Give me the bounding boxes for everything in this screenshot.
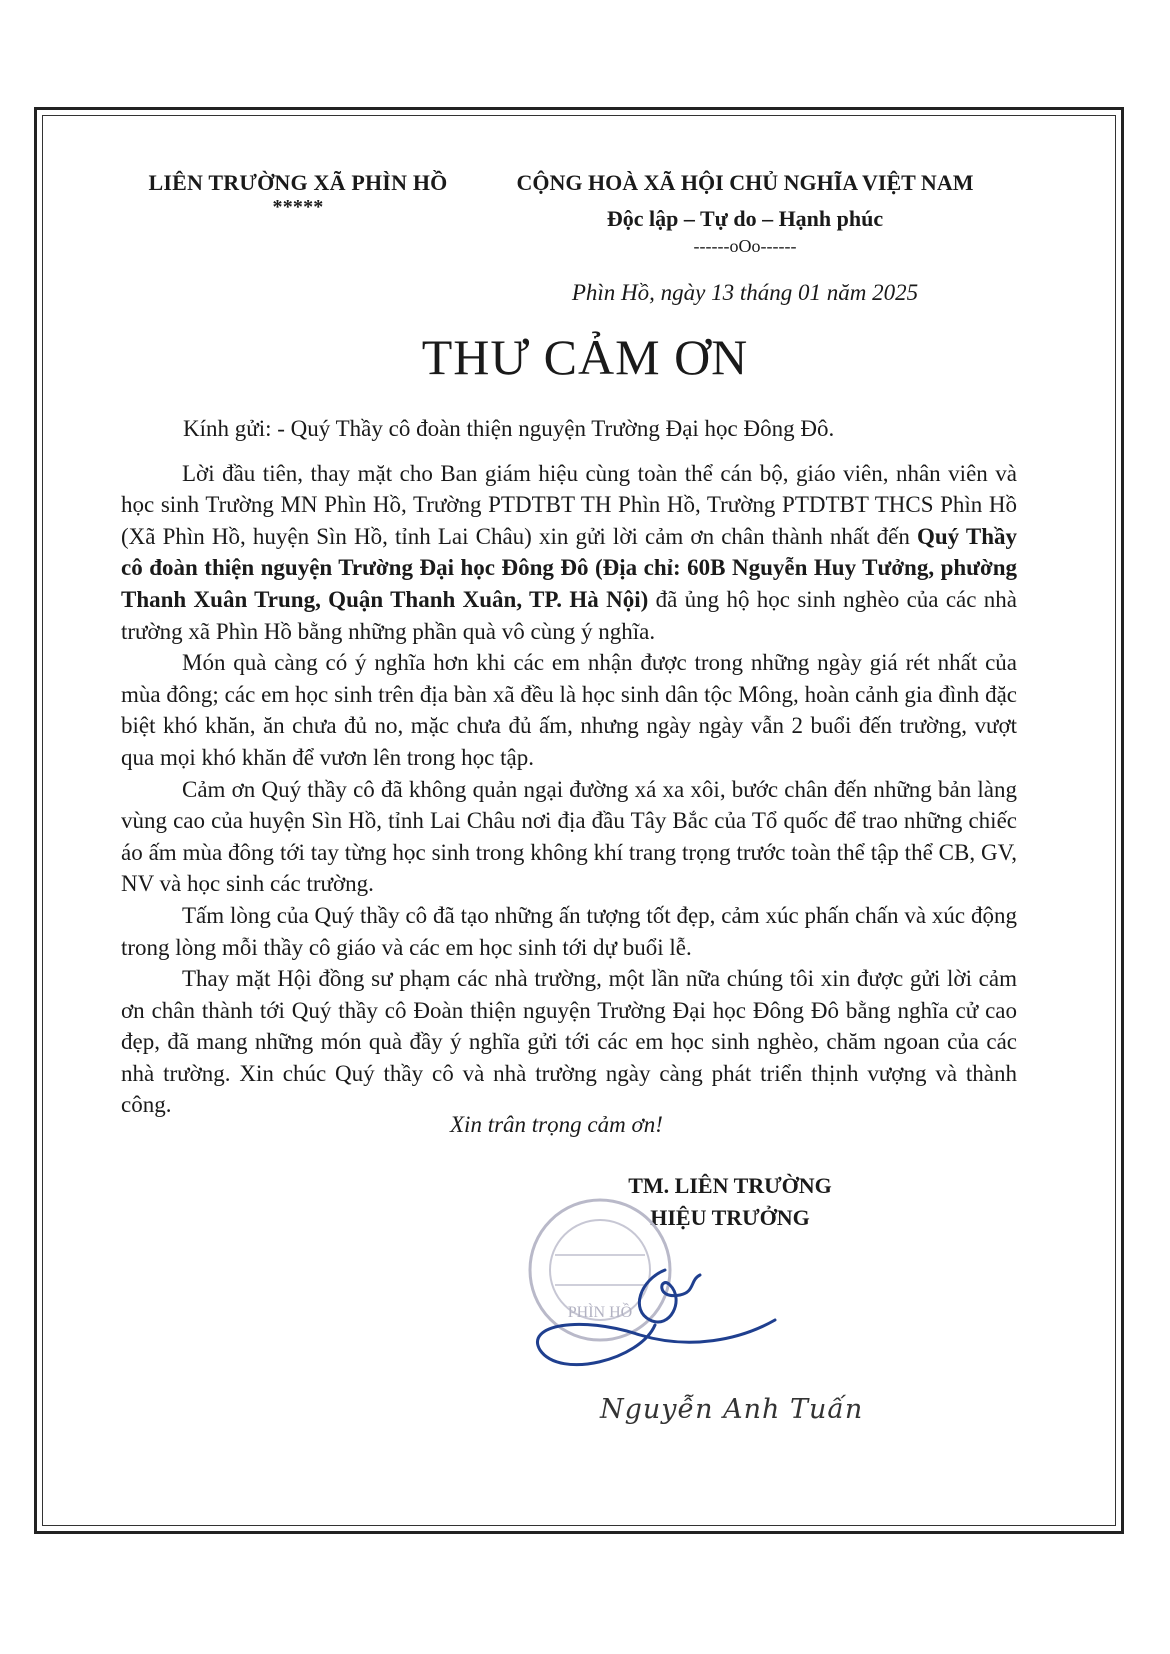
closing-line: Xin trân trọng cảm ơn!: [450, 1112, 663, 1137]
paragraph-1-outro: đã ủng hộ học sinh nghèo của các nhà trường xã Phìn Hồ bằng những phần quà vô cùng ý nghĩa.: [121, 586, 1018, 644]
paragraph-1: [121, 458, 1017, 648]
letter-title: THƯ CẢM ƠN: [421, 329, 749, 385]
paragraph-4: Tấm lòng của Quý thầy cô đã tạo những ấn tượng tốt đẹp, cảm xúc phấn chấn và xúc động trong lòng mỗi thầy cô giáo và các em học sinh tới dự buổi lễ.: [121, 902, 1017, 960]
issuer-name: LIÊN TRƯỜNG XÃ PHÌN HỒ: [148, 170, 448, 195]
national-motto: Độc lập – Tự do – Hạnh phúc: [606, 206, 884, 231]
national-header: [500, 170, 990, 257]
paragraph-2: Món quà càng có ý nghĩa hơn khi các em nhận được trong những ngày giá rét nhất của mùa đông; các em học sinh trên địa bàn xã đều là học sinh dân tộc Mông, hoàn cảnh gia đình đặc biệt khó khăn, ăn chưa đủ no, mặc chưa đủ ấm, nhưng ngày ngày vẫn 2 buổi đến trường, vượt qua mọi khó khăn để vươn lên trong học tập.: [121, 650, 1017, 770]
stamp-text: PHÌN HỒ: [567, 1304, 633, 1321]
signer-name: Nguyễn Anh Tuấn: [600, 1394, 864, 1425]
greeting: Kính gửi: - Quý Thầy cô đoàn thiện nguyện Trường Đại học Đông Đô.: [183, 416, 835, 441]
signature-title-line1: TM. LIÊN TRƯỜNG: [628, 1173, 832, 1198]
issuer-stars: *****: [272, 196, 324, 218]
paragraph-5: Thay mặt Hội đồng sư phạm các nhà trường, một lần nữa chúng tôi xin được gửi lời cảm ơn chân thành tới Quý thầy cô Đoàn thiện nguyện Trường Đại học Đông Đô bằng nghĩa cử cao đẹp, đã mang những món quà đầy ý nghĩa gửi tới các em học sinh nghèo, chăm ngoan của các nhà trường. Xin chúc Quý thầy cô và nhà trường ngày càng phát triển thịnh vượng và thành công.: [121, 966, 1017, 1118]
paragraph-1-intro: Lời đầu tiên, thay mặt cho Ban giám hiệu cùng toàn thể cán bộ, giáo viên, nhân viên và học sinh Trường MN Phìn Hồ, Trường PTDTBT TH Phìn Hồ, Trường PTDTBT THCS Phìn Hồ (Xã Phìn Hồ, huyện Sìn Hồ, tỉnh Lai Châu) xin gửi lời cảm ơn chân thành nhất đến: [121, 460, 1017, 549]
signature-title-line2: HIỆU TRƯỞNG: [650, 1205, 810, 1230]
motto-divider: ------oOo------: [693, 236, 797, 256]
handwritten-signature-icon: [520, 1240, 780, 1390]
issuer-header: [128, 170, 468, 219]
country-name: CỘNG HOÀ XÃ HỘI CHỦ NGHĨA VIỆT NAM: [516, 170, 974, 195]
letter-body: [121, 413, 1017, 1121]
recipient-name: Quý Thầy cô đoàn thiện nguyện Trường Đại học Đông Đô (Địa chỉ: 60B Nguyễn Huy Tưởng, phường Thanh Xuân Trung, Quận Thanh Xuân, TP. Hà Nội): [121, 523, 1017, 612]
place-date: Phìn Hồ, ngày 13 tháng 01 năm 2025: [571, 280, 919, 305]
paragraph-3: Cảm ơn Quý thầy cô đã không quản ngại đường xá xa xôi, bước chân đến những bản làng vùng cao của huyện Sìn Hồ, tỉnh Lai Châu nơi địa đầu Tây Bắc của Tổ quốc để trao những chiếc áo ấm mùa đông tới tay từng học sinh trong không khí trang trọng trước toàn thể tập thể CB, GV, NV và học sinh các trường.: [121, 776, 1017, 897]
